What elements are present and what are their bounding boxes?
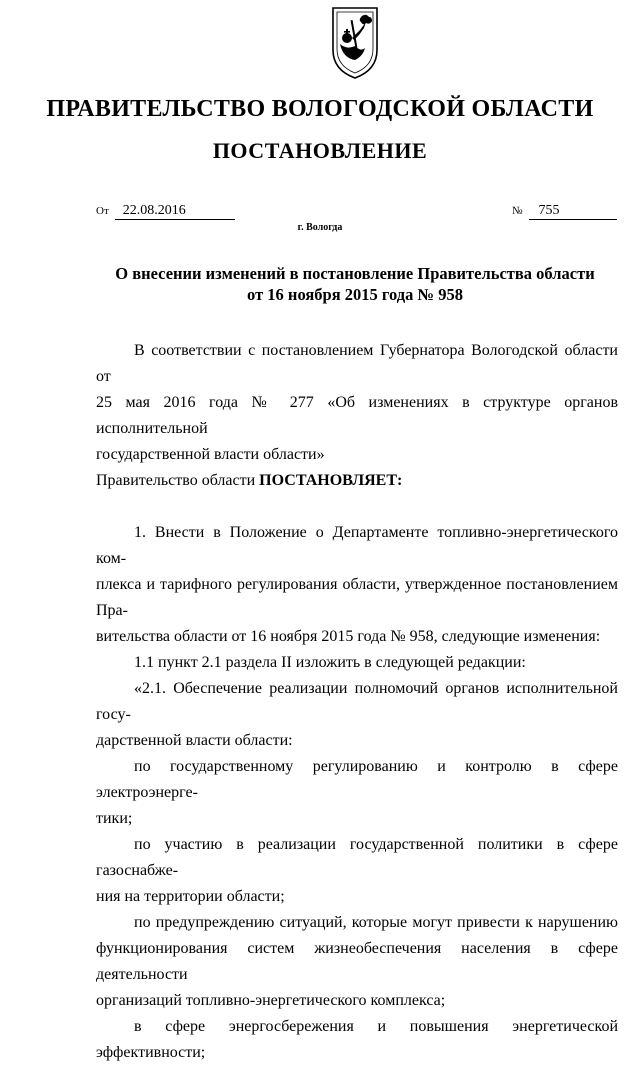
document-subject bbox=[90, 263, 620, 305]
body-line: тики; bbox=[96, 810, 133, 827]
body-line: в сфере энергосбережения и повышения энергетической эффективности; bbox=[96, 1018, 618, 1061]
number-field bbox=[512, 203, 617, 220]
subject-line: от 16 ноября 2015 года № 958 bbox=[247, 285, 463, 304]
body-line: плекса и тарифного регулирования области, утвержденное постановлением Пра- bbox=[96, 576, 618, 619]
body-line: вительства области от 16 ноября 2015 года № 958, следующие изменения: bbox=[96, 628, 601, 645]
body-line: ния на территории области; bbox=[96, 888, 285, 905]
body-line: государственной власти области» bbox=[96, 446, 325, 463]
document-body bbox=[96, 338, 618, 1066]
date-value: 22.08.2016 bbox=[115, 203, 235, 220]
coat-of-arms-emblem bbox=[330, 4, 380, 80]
date-label: От bbox=[96, 205, 109, 217]
document-type: ПОСТАНОВЛЕНИЕ bbox=[212, 138, 428, 163]
body-line: дарственной власти области: bbox=[96, 732, 293, 749]
body-line: по предупреждению ситуаций, которые могут привести к нарушению bbox=[134, 914, 618, 931]
body-line: 25 мая 2016 года № 277 «Об изменениях в структуре органов исполнительной bbox=[96, 394, 618, 437]
body-line: организаций топливно-энергетического комплекса; bbox=[96, 992, 446, 1009]
decree-line bbox=[96, 468, 618, 494]
decree-word: ПОСТАНОВЛЯЕТ: bbox=[259, 472, 403, 489]
body-line: функционирования систем жизнеобеспечения населения в сфере деятельности bbox=[96, 940, 618, 983]
date-field bbox=[96, 203, 235, 220]
body-line: В соответствии с постановлением Губернатора Вологодской области от bbox=[96, 342, 618, 385]
government-title: ПРАВИТЕЛЬСТВО ВОЛОГОДСКОЙ ОБЛАСТИ bbox=[46, 96, 594, 122]
body-line: по участию в реализации государственной политики в сфере газоснабже- bbox=[96, 836, 618, 879]
body-line: 1. Внести в Положение о Департаменте топливно-энергетического ком- bbox=[96, 524, 618, 567]
number-value: 755 bbox=[529, 203, 617, 220]
number-label: № bbox=[512, 205, 523, 217]
subject-line: О внесении изменений в постановление Правительства области bbox=[115, 264, 595, 283]
decree-prefix: Правительство области bbox=[96, 472, 256, 489]
body-line: по государственному регулированию и контролю в сфере электроэнерге- bbox=[96, 758, 618, 801]
city-label: г. Вологда bbox=[297, 222, 343, 233]
body-line: 1.1 пункт 2.1 раздела II изложить в следующей редакции: bbox=[134, 654, 526, 671]
body-line: «2.1. Обеспечение реализации полномочий органов исполнительной госу- bbox=[96, 680, 618, 723]
